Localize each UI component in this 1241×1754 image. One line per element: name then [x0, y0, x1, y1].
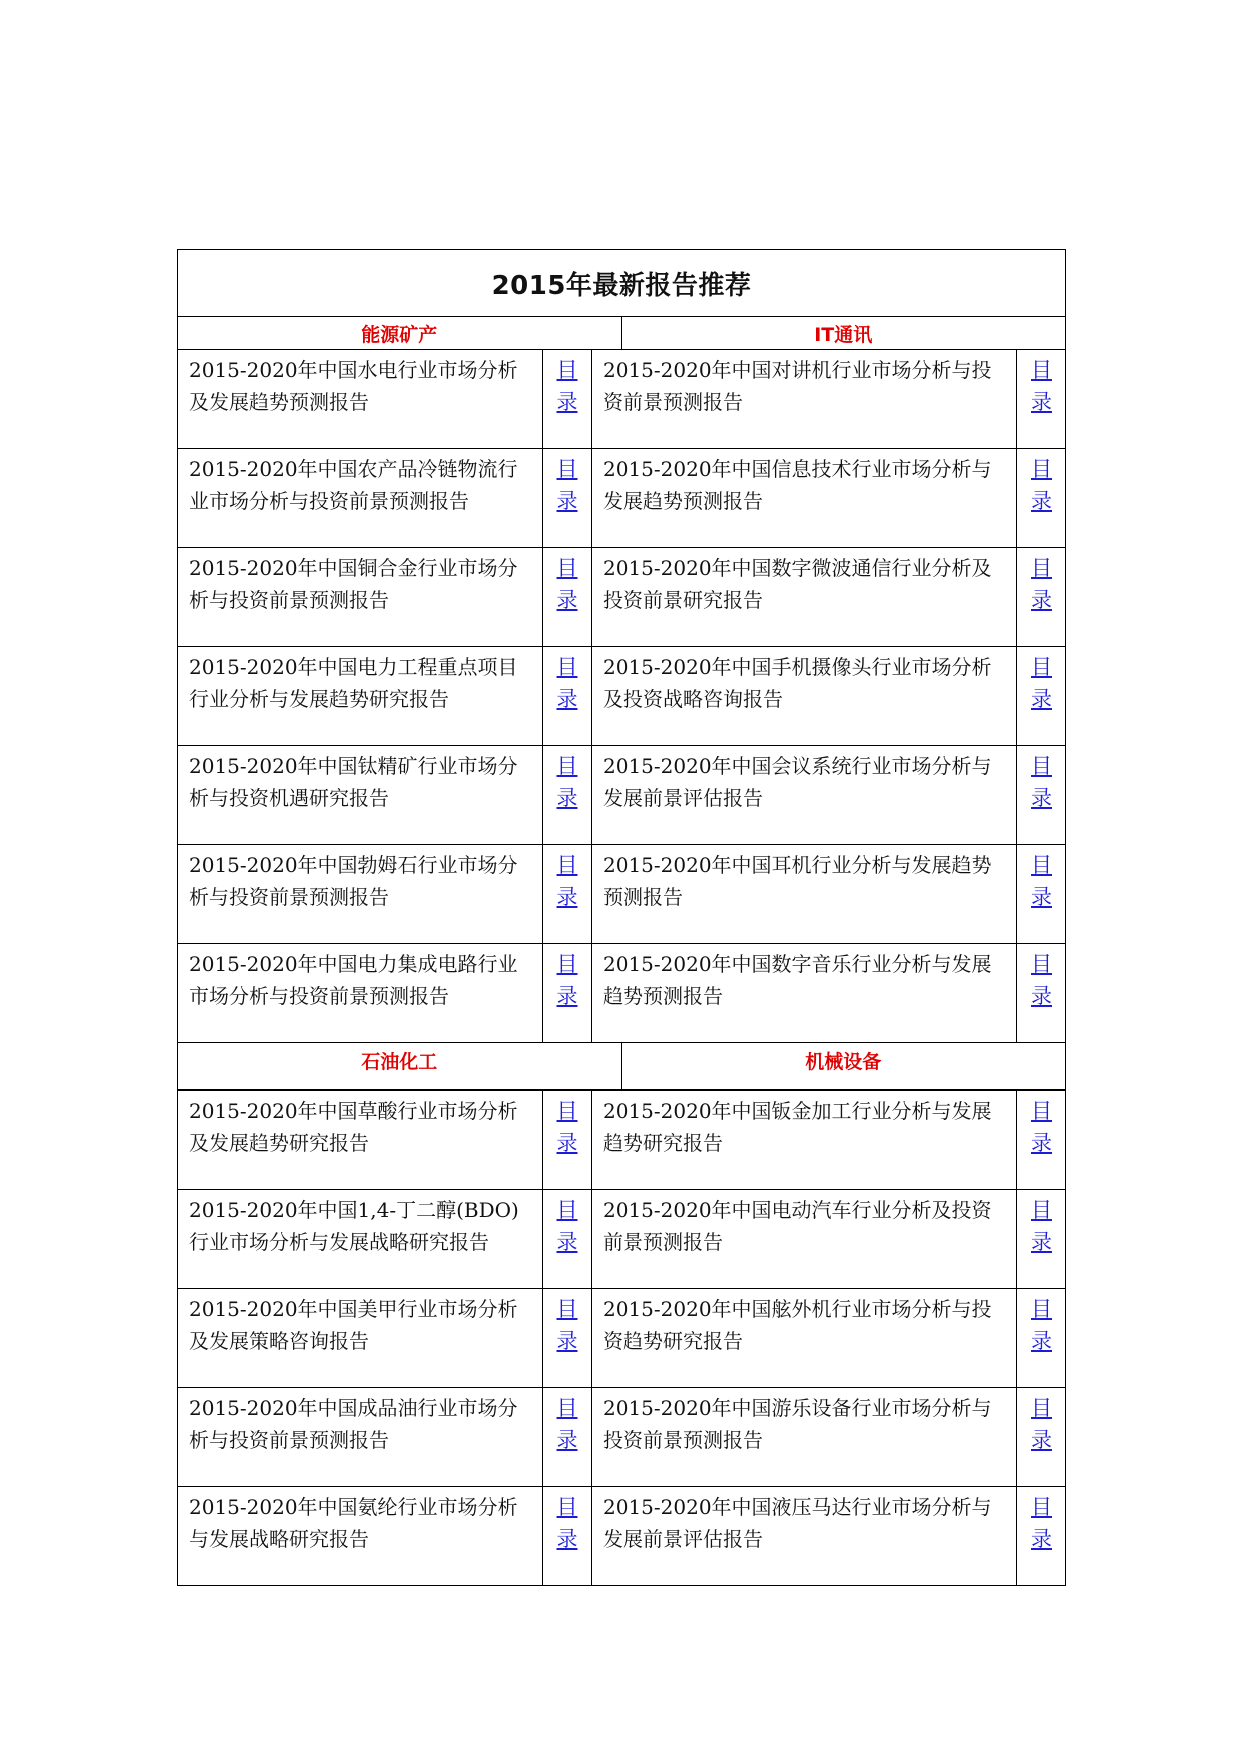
toc-link-char: 录 — [556, 885, 578, 909]
toc-link-char: 录 — [1031, 786, 1052, 810]
toc-link[interactable] — [556, 1293, 578, 1357]
toc-cell — [543, 845, 592, 943]
toc-link[interactable] — [1031, 1491, 1053, 1555]
report-title: 2015-2020年中国水电行业市场分析及发展趋势预测报告 — [178, 350, 543, 448]
toc-link[interactable] — [556, 1491, 578, 1555]
toc-link-char: 录 — [1031, 687, 1052, 711]
toc-link-char: 录 — [1031, 1428, 1052, 1452]
table-row — [178, 1091, 1065, 1190]
table-row — [178, 944, 1065, 1043]
category-heading: IT通讯 — [814, 323, 873, 346]
category-heading: 能源矿产 — [178, 317, 622, 349]
toc-link-char: 目 — [556, 1396, 578, 1420]
toc-link-char: 目 — [556, 457, 578, 481]
toc-cell — [1017, 1190, 1066, 1288]
report-title: 2015-2020年中国电动汽车行业分析及投资前景预测报告 — [592, 1190, 1017, 1288]
toc-link-char: 录 — [1031, 1329, 1052, 1353]
toc-link[interactable] — [556, 750, 578, 814]
toc-link-char: 目 — [1031, 1396, 1052, 1420]
toc-link[interactable] — [1031, 849, 1053, 913]
toc-cell — [543, 449, 592, 547]
report-title: 2015-2020年中国液压马达行业市场分析与发展前景评估报告 — [592, 1487, 1017, 1585]
table-row — [178, 1388, 1065, 1487]
table-title: 2015年最新报告推荐 — [178, 250, 1065, 317]
toc-cell — [1017, 350, 1066, 448]
toc-cell — [1017, 1487, 1066, 1585]
report-title: 2015-2020年中国信息技术行业市场分析与发展趋势预测报告 — [592, 449, 1017, 547]
toc-link-char: 录 — [1031, 885, 1052, 909]
toc-link-char: 录 — [556, 786, 578, 810]
table-row — [178, 350, 1065, 449]
toc-link[interactable] — [1031, 1194, 1053, 1258]
toc-link[interactable] — [1031, 948, 1053, 1012]
toc-cell — [543, 1289, 592, 1387]
toc-link-char: 目 — [1031, 1495, 1052, 1519]
report-title: 2015-2020年中国氨纶行业市场分析与发展战略研究报告 — [178, 1487, 543, 1585]
toc-link-char: 录 — [556, 1329, 578, 1353]
toc-link[interactable] — [556, 1095, 578, 1159]
toc-link-char: 目 — [1031, 358, 1052, 382]
report-title: 2015-2020年中国钛精矿行业市场分析与投资机遇研究报告 — [178, 746, 543, 844]
toc-link-char: 录 — [1031, 1230, 1052, 1254]
report-title: 2015-2020年中国数字微波通信行业分析及投资前景研究报告 — [592, 548, 1017, 646]
toc-link[interactable] — [556, 651, 578, 715]
toc-link-char: 目 — [1031, 655, 1052, 679]
toc-link-char: 目 — [1031, 1297, 1052, 1321]
toc-cell — [543, 746, 592, 844]
toc-cell — [1017, 1091, 1066, 1189]
toc-link-char: 目 — [556, 754, 578, 778]
report-title: 2015-2020年中国手机摄像头行业市场分析及投资战略咨询报告 — [592, 647, 1017, 745]
report-title: 2015-2020年中国1,4-丁二醇(BDO)行业市场分析与发展战略研究报告 — [178, 1190, 543, 1288]
report-title: 2015-2020年中国美甲行业市场分析及发展策略咨询报告 — [178, 1289, 543, 1387]
category-heading: 石油化工 — [178, 1043, 622, 1089]
toc-link-char: 目 — [1031, 754, 1052, 778]
table-row — [178, 1289, 1065, 1388]
toc-link-char: 录 — [556, 390, 578, 414]
report-title: 2015-2020年中国农产品冷链物流行业市场分析与投资前景预测报告 — [178, 449, 543, 547]
toc-link-char: 目 — [1031, 1198, 1052, 1222]
report-title: 2015-2020年中国电力工程重点项目行业分析与发展趋势研究报告 — [178, 647, 543, 745]
category-heading: 机械设备 — [805, 1051, 882, 1073]
toc-link[interactable] — [1031, 651, 1053, 715]
toc-link-char: 目 — [1031, 556, 1052, 580]
toc-cell — [1017, 845, 1066, 943]
toc-link[interactable] — [1031, 552, 1053, 616]
toc-cell — [1017, 647, 1066, 745]
toc-link[interactable] — [556, 453, 578, 517]
toc-link[interactable] — [1031, 750, 1053, 814]
toc-cell — [543, 944, 592, 1042]
toc-cell — [1017, 746, 1066, 844]
report-title: 2015-2020年中国勃姆石行业市场分析与投资前景预测报告 — [178, 845, 543, 943]
category-row — [178, 1043, 1065, 1091]
table-body — [178, 317, 1065, 1585]
toc-link[interactable] — [556, 354, 578, 418]
report-title: 2015-2020年中国对讲机行业市场分析与投资前景预测报告 — [592, 350, 1017, 448]
toc-cell — [1017, 449, 1066, 547]
toc-link-char: 目 — [1031, 1099, 1052, 1123]
toc-cell — [543, 1091, 592, 1189]
toc-link[interactable] — [1031, 1293, 1053, 1357]
report-title: 2015-2020年中国会议系统行业市场分析与发展前景评估报告 — [592, 746, 1017, 844]
toc-link-char: 目 — [556, 1099, 578, 1123]
report-title: 2015-2020年中国钣金加工行业分析与发展趋势研究报告 — [592, 1091, 1017, 1189]
table-row — [178, 1190, 1065, 1289]
report-title: 2015-2020年中国铜合金行业市场分析与投资前景预测报告 — [178, 548, 543, 646]
toc-cell — [543, 1190, 592, 1288]
toc-link-char: 录 — [1031, 588, 1052, 612]
toc-cell — [1017, 548, 1066, 646]
table-row — [178, 1487, 1065, 1585]
toc-link-char: 录 — [556, 687, 578, 711]
toc-cell — [1017, 1289, 1066, 1387]
category-row — [178, 317, 1065, 350]
toc-link-char: 目 — [1031, 853, 1052, 877]
toc-link-char: 录 — [556, 489, 578, 513]
toc-link[interactable] — [556, 948, 578, 1012]
table-row — [178, 647, 1065, 746]
toc-link-char: 录 — [1031, 489, 1052, 513]
toc-link[interactable] — [1031, 1095, 1053, 1159]
toc-link[interactable] — [556, 552, 578, 616]
report-title: 2015-2020年中国草酸行业市场分析及发展趋势研究报告 — [178, 1091, 543, 1189]
toc-cell — [543, 548, 592, 646]
toc-link[interactable] — [556, 1392, 578, 1456]
report-title: 2015-2020年中国舷外机行业市场分析与投资趋势研究报告 — [592, 1289, 1017, 1387]
toc-cell — [1017, 944, 1066, 1042]
report-title: 2015-2020年中国电力集成电路行业市场分析与投资前景预测报告 — [178, 944, 543, 1042]
toc-cell — [543, 647, 592, 745]
toc-link-char: 目 — [556, 556, 578, 580]
toc-link-char: 录 — [1031, 390, 1052, 414]
toc-link-char: 录 — [556, 984, 578, 1008]
report-title: 2015-2020年中国游乐设备行业市场分析与投资前景预测报告 — [592, 1388, 1017, 1486]
toc-link-char: 目 — [556, 952, 578, 976]
toc-link-char: 目 — [556, 358, 578, 382]
toc-link-char: 目 — [556, 853, 578, 877]
toc-link-char: 录 — [1031, 984, 1052, 1008]
toc-link-char: 目 — [556, 655, 578, 679]
toc-link[interactable] — [1031, 354, 1053, 418]
toc-link[interactable] — [1031, 1392, 1053, 1456]
toc-link-char: 录 — [556, 1527, 578, 1551]
report-title: 2015-2020年中国耳机行业分析与发展趋势预测报告 — [592, 845, 1017, 943]
toc-cell — [543, 350, 592, 448]
toc-link-char: 录 — [1031, 1527, 1052, 1551]
toc-link-char: 录 — [556, 588, 578, 612]
toc-cell — [1017, 1388, 1066, 1486]
toc-link-char: 目 — [1031, 457, 1052, 481]
toc-cell — [543, 1388, 592, 1486]
toc-cell — [543, 1487, 592, 1585]
toc-link-char: 录 — [1031, 1131, 1052, 1155]
table-row — [178, 746, 1065, 845]
toc-link[interactable] — [556, 1194, 578, 1258]
toc-link-char: 目 — [1031, 952, 1052, 976]
toc-link-char: 录 — [556, 1428, 578, 1452]
toc-link-char: 录 — [556, 1131, 578, 1155]
table-row — [178, 548, 1065, 647]
report-title: 2015-2020年中国数字音乐行业分析与发展趋势预测报告 — [592, 944, 1017, 1042]
toc-link-char: 目 — [556, 1495, 578, 1519]
toc-link-char: 录 — [556, 1230, 578, 1254]
report-title: 2015-2020年中国成品油行业市场分析与投资前景预测报告 — [178, 1388, 543, 1486]
toc-link-char: 目 — [556, 1297, 578, 1321]
table-row — [178, 449, 1065, 548]
report-recommendation-table — [177, 249, 1066, 1586]
toc-link[interactable] — [1031, 453, 1053, 517]
toc-link-char: 目 — [556, 1198, 578, 1222]
table-row — [178, 845, 1065, 944]
toc-link[interactable] — [556, 849, 578, 913]
